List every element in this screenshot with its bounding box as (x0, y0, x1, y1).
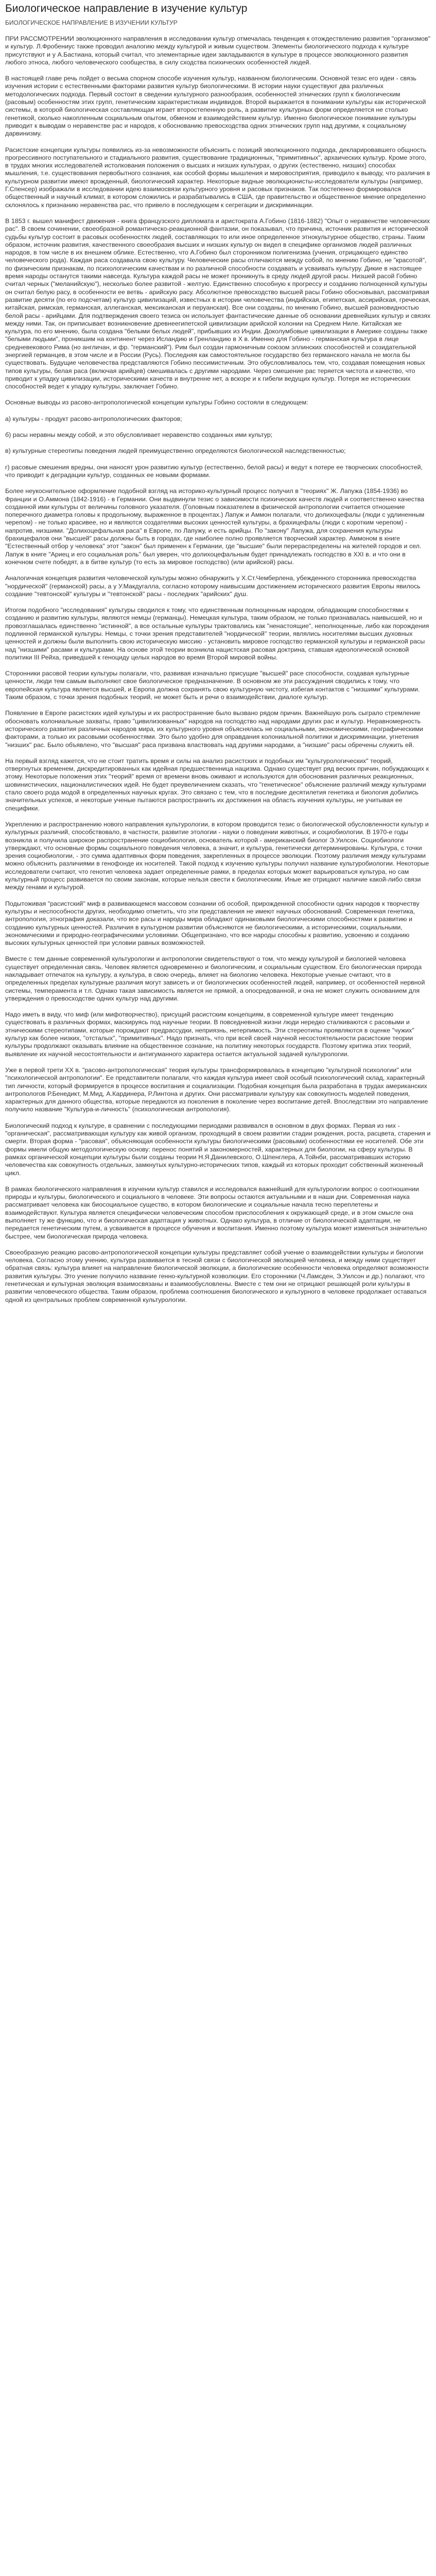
article-paragraph: Итогом подобного "исследования" культуры сводился к тому, что единственным полноценным народом, обладающим способностями к созданию и развитию культуры, являются немцы (германцы). Немецкая культура, таким образом, не только признавалась наивысшей, но и провозглашалась единственно "истинной", а все остальные культуры трактовались как "ненастоящие", неполноценные, либо как порождения подлинной германской культуры. Немцы, с точки зрения представителей "нордической" теории, являлись носителями высших духовных ценностей и должны были выполнить свою историческую миссию - установить мировое господство германской культуры и германской расы над "низшими" расами и культурами. На основе этой теории возникла нацистская расовая доктрина, ставшая идеологической основой политики III Рейха, приведшей к геноциду целых народов во время Второй мировой войны. (5, 606, 429, 661)
article-subtitle: БИОЛОГИЧЕСКОЕ НАПРАВЛЕНИЕ В ИЗУЧЕНИИ КУЛЬТУР (5, 19, 178, 26)
article-paragraph: В рамках биологического направления в изучении культур ставился и исследовался важнейший для культурологии вопрос о соотношении природы и культуры, биологического и социального в человеке. Эти вопросы остаются актуальными и в наши дни. Современная наука рассматривает человека как биосоциальное существо, в котором биологические и социальные начала тесно переплетены и взаимодействуют. Культура является специфически человеческим способом приспособления к окружающей среде, и в этом смысле она выполняет ту же функцию, что и биологическая адаптация у животных. Однако культура, в отличие от биологической адаптации, не передается генетическим путем, а усваивается в процессе обучения и воспитания. Именно поэтому культура может изменяться значительно быстрее, чем биологическая природа человека. (5, 1185, 427, 1240)
article-paragraph: Расистские концепции культуры появились из-за невозможности объяснить с позиций эволюционного подхода, декларировавшего общность прогрессивного поступательного и стадиального развития, существование традиционных, "примитивных", архаических культур. Кроме этого, в трудах многих исследователей истолкования положения о высших и низших культурах, о других (естественно, низших) способах мышления, т.е. существования первобытного сознания, как особой формы мышления и мировосприятия, приводило к выводу, что различия в культурном развитии имеют врожденный, биологический характер. Некоторые видные эволюционисты-исследователи культуры (например, Г.Спенсер) изображали в исследовании идею взаимосвязи культурного уровня и расовых признаков. Так постепенно формировался общественный и научный климат, в котором сложились и разрабатывались в США, где правительство и общественное мнение определенно склонялось к признанию неравенства рас, что привело в последующем к сегрегации и дискриминации. (5, 146, 430, 209)
article-paragraph: Биологический подход к культуре, в сравнении с последующими периодами развивался в основном в двух формах. Первая из них - "органическая", рассматривающая культуру как живой организм, проходящий в своем развитии стадии рождения, роста, расцвета, старения и смерти. Вторая форма - "расовая", объясняющая особенности культуры биологическими (расовыми) особенностями ее носителей. Обе эти формы имели общую методологическую основу: перенос понятий и закономерностей, характерных для биологии, на сферу культуры. В рамках органической концепции культуры были созданы теории Н.Я.Данилевского, О.Шпенглера, А.Тойнби, рассматривавших историю человечества как совокупность отдельных, замкнутых культурно-исторических типов, каждый из которых проходит собственный жизненный цикл. (5, 1122, 431, 1177)
article-paragraph: В настоящей главе речь пойдет о весьма спорном способе изучения культур, названном биологическим. Основной тезис его идеи - связь изучения истории с естественными факторами развития культур биологическими. В истории науки существуют два различных методологических подхода. Первый состоит в сведении культурного разнообразия, особенностей этнических групп к биологическим (расовым) особенностям этих групп, генетическим характеристикам индивидов. Второй выражается в понимании культуры как исторической системы, в которой биологическая составляющая играет второстепенную роль, а развитие культурных форм определяется не столько генетикой, сколько накопленным социальным опытом, обменом и взаимодействием культур. Именно биологическое понимание культуры приводит к выводам о неравенстве рас и народов, к обоснованию превосходства одних этнических групп над другими, к социальному дарвинизму. (5, 75, 426, 138)
article-paragraph: Появление в Европе расистских идей культуры и их распространение было вызвано рядом причин. Важнейшую роль сыграло стремление обосновать колониальные захваты, право "цивилизованных" народов на господство над народами других рас и культур. Неравномерность исторического развития различных народов мира, их культурного уровня объяснялась не социальными, экономическими, географическими факторами, а только их расовыми особенностями. Это было удобно для оправдания колониальной политики и дискриминации, угнетения "низших" рас. Было объявлено, что "высшая" раса призвана властвовать над другими народами, а "низшие" расы обречены служить ей. (5, 709, 423, 749)
article-paragraph: На первый взгляд кажется, что не стоит тратить время и силы на анализ расистских и подобных им "культурологических" теорий, отвергнутых временем, дискредитированных как идейная предшественница нацизма. Однако существует ряд веских причин, побуждающих к этому. Некоторые положения этих "теорий" время от времени вновь оживают и используются для обоснования различных реакционных, шовинистических, националистических идей. Не будет преувеличением сказать, что "генетическое" объяснение различий между культурами стало своего рода модой в определенных научных кругах. Это связано с тем, что в последние десятилетия генетика и биология добились значительных успехов, и некоторые ученые пытаются распространить их достижения на область изучения культуры, не учитывая ее специфики. (5, 757, 429, 812)
article-paragraph: а) культуры - продукт расово-антропологических факторов; (5, 415, 182, 422)
article-paragraph: г) расовые смешения вредны, они наносят урон развитию культур (естественно, белой расы) и ведут к потере ее творческих способностей, что приводит к деградации культур, созданных ее новыми формами. (5, 463, 423, 479)
article-paragraph: в) культурные стереотипы поведения людей преимущественно определяются биологической наследственностью; (5, 447, 346, 455)
article-body (5, 35, 431, 1304)
article-paragraph: В 1853 г. вышел манифест движения - книга французского дипломата и аристократа А.Гобино (1816-1882) "Опыт о неравенстве человеческих рас". В своем сочинении, своеобразной романтическо-реакционной фантазии, он показывал, что причина, источник развития и исторической судьбы культур состоит в расовых особенностях людей, составляющих то или иное определенное этнокультурное общество, страны. Таким образом, источник развития, качественного своеобразия высших и низших культур он видел в специфике организмов людей различных народов, в том числе в их внешнем облике. Естественно, что А.Гобино был сторонником полигенизма (учения, отрицающего единство человеческого рода). Каждая раса создавала свою культуру. Человеческие расы отличаются между собой, по мнению Гобино, не "красотой", по физическим признакам, по психологическим качествам и по различной способности создавать и усваивать культуру. Дикие в настоящее время народы останутся такими навсегда. Культура каждой расы не может проникнуть в среду людей другой расы. Низшей расой Гобино считал черных ("меланийскую"), несколько более развитой - желтую. Единственно способную к прогрессу и созданию полноценной культуры он считал белую расу, в особенности ее ветвь - арийскую расу. Абсолютное превосходство высшей расы Гобино обосновывал, рассматривая развитие десяти (по его подсчетам) культур цивилизаций, известных в истории человечества (индийская, египетская, ассирийская, греческая, китайская, римская, германская, аллеганская, мексиканская и перуанская). Все они созданы, по мнению Гобино, высшей разновидностью белой расы - арийцами. Для подтверждения своего тезиса он использует фантастические данные об основании древнейших культур и связях между ними. Так, он приписывает возникновение древнеегипетской цивилизации арийской колонии на Среднем Ниле. Китайская же культура, по его мнению, была создана "белыми белых людей", прибывших из Индии. Доколумбовые цивилизации в Америке созданы также "белыми людьми", проникшим на континент через Исландию и Гренландию в X в. Именно для Гобино - германская культура в лице средневекового Рима (но англичан, и фр. "германский"). Рим был создан гармоничным союзом эллинских способностей и созидательной энергией германцев, в этом числе и в России (Русь). Последняя как самостоятельное государство без германского начала не могла бы существовать. Будущие человечества представляются Гобино пессимистичным. Это обусловливалось тем, что, создавая помещения новых типов культуры, белая раса (включая арийцев) смешивалась с другими народами. Через смешение рас теряется чистота и качество, что приводит к упадку цивилизации, историческими качеств и внутренне нет, а вскоре и к гибели ведущих культур. Потеря же исторических способностей ведет к упадку культуры, заключает Гобино. (5, 217, 431, 391)
article-paragraph: Надо иметь в виду, что миф (или мифотворчество), присущий расистским концепциям, в современной культуре имеет тенденцию существовать в различных формах, маскируясь под научные теории. В повседневной жизни люди нередко сталкиваются с расовыми и этническими стереотипами, которые порождают предрассудки, неприязнь, нетерпимость. Эти стереотипы проявляются в оценке "чужих" культур как более низких, "отсталых", "примитивных". Надо признать, что при всей своей научной несостоятельности расистские теории культуры продолжают оказывать влияние на общественное сознание, на политику некоторых государств. Поэтому критика этих теорий, выявление их научной несостоятельности и антигуманного характера остается актуальной задачей культурологии. (5, 1011, 414, 1058)
article-paragraph: б) расы неравны между собой, и это обусловливает неравенство созданных ими культур; (5, 431, 273, 439)
article-paragraph: Вместе с тем данные современной культурологии и антропологии свидетельствуют о том, что между культурой и биологией человека существует определенная связь. Человек является одновременно и биологическим, и социальным существом. Его биологическая природа накладывает отпечаток на культуру, а культура, в свою очередь, влияет на биологию человека. Некоторые ученые считают, что в определенных пределах культурные различия могут зависеть и от биологических особенностей людей, например, от особенностей нервной системы, темперамента и т.п. Однако такая зависимость является не прямой, а опосредованной, и она не может служить основанием для утверждения о превосходстве одних культур над другими. (5, 955, 425, 1002)
article-paragraph: Более неукоснительное оформление подобной взгляд на историко-культурный процесс получил в "теориях" Ж. Лапужа (1854-1936) во Франции и О.Аммона (1842-1916) - в Германии. Они выдвинули тезис о зависимости психических качеств людей и соответственно качества созданной ими культуры от величины головного указателя. (Головным показателем в физической антропологии считается отношение поперечного диаметра головы к продольному, выраженное в процентах.) Лапуж и Аммон полагали, что долихоцефалы (люди с удлиненным черепом) - не только красивее, но и являются создателями высоких ценностей культуры, а брахицефалы (люди с коротким черепом) - напротив, низшими. "Долихоцефальная раса" в Европе, по Лапужу, и есть арийцы. По "закону" Лапужа, для сохранения культуры брахицефалов они "высшей" расы должны быть в городах, где наиболее полно проявляется творческий характер. Аммоном в книге "Естественный отбор у человека" этот "закон" был применен к Германии, где "высшие" были перераспределены на жителей городов и сел. Лапуж в книге "Ариец и его социальная роль" был уверен, что долихоцефальным будет принадлежать господство в XXI в. и что они в конечном счете победят, а в битве культур (то есть за мировое господство) (или арийской) расы. (5, 487, 425, 566)
article-paragraph: ПРИ РАССМОТРЕНИИ эволюционного направления в исследовании культур отмечалась тенденция к отождествлению развития "организмов" и культур. Л.Фробениус также проводил аналогию между культурой и живым существом. Элементы биологического подхода к культуре присутствуют и у А.Бастиана, который считал, что элементарные идеи закладываются в культуре в процессе эволюционного развития любого этноса, любого человеческого сообщества, в силу сходства психических особенностей людей. (5, 35, 431, 66)
article-paragraph: Аналогичная концепция развития человеческой культуры можно обнаружить у Х.Ст.Чемберлена, убежденного сторонника превосходства "нордической" (германской) расы, а у У.Макдугалла, согласно которому наивысшим достижением исторического развития Европы явилось создание "тевтонской" культуры и "тевтонской" расы - последних "арийских" душ. (5, 574, 421, 598)
article-paragraph: Укреплению и распространению нового направления культурологии, в котором проводится тезис о биологической обусловленности культур и культурных различий, способствовало, в частности, развитие этологии - науки о поведении животных, и социобиологии. В 1970-е годы возникла и получила широкое распространение социобиология, основатель которой - американский биолог Э.Уилсон. Социобиологи утверждают, что основные формы социального поведения человека, а значит, и культура, генетически детерминированы. Культура, с точки зрения социобиологии, - это сумма адаптивных форм поведения, закрепленных в процессе эволюции. Поэтому различия между культурами можно объяснить различиями в генофонде их носителей. Такой подход к изучению культуры получил название культуробиологии. Некоторые исследователи считают, что генотип человека задает определенные рамки, в пределах которых может варьироваться культура, но сам культурный процесс развивается по своим законам, которые нельзя свести к биологическим. Иные же отрицают наличие какой-либо связи между генами и культурой. (5, 820, 429, 891)
article-title: Биологическое направление в изучение культур (5, 3, 248, 14)
article-paragraph: Подытоживая "расистский" миф в развивающемся массовом сознании об особой, прирожденной способности одних народов к творчеству культуры и неспособности других, необходимо отметить, что эти представления не имеют научных обоснований. Современная генетика, антропология, этнография доказали, что все расы и народы мира обладают одинаковыми биологическими способностями к развитию и созданию культурных ценностей. Различия в культурном развитии объясняются не биологическими, а историческими, социальными, экономическими и природно-географическими условиями. Общепризнано, что все народы способны к развитию, усвоению и созданию высоких культурных ценностей при условии равных возможностей. (5, 900, 420, 947)
article-paragraph: Сторонники расовой теории культуры полагали, что, развивая изначально присущие "высшей" расе способности, создавая культурные ценности, люди тем самым выполняют свое биологическое предназначение. В основном же эти рассуждения сводились к тому, что европейская культура является высшей, и Европа должна сохранять свою культурную чистоту, избегая контактов с "низшими" культурами. Таким образом, с точки зрения подобных теорий, не может быть и речи о взаимодействии, диалоге культур. (5, 670, 420, 701)
article-paragraph: Основные выводы из расово-антропологической концепции культуры Гобино состояли в следующем: (5, 399, 308, 406)
article-paragraph: Уже в первой трети ХХ в. "расово-антропологическая" теория культуры трансформировалась в концепцию "культурной психологии" или "психологической антропологии". Ее представители полагали, что каждая культура имеет свой особый психологический склад, характерный тип личности, который формируется в процессе воспитания и социализации. Подобная концепция была разработана в трудах американских антропологов Р.Бенедикт, М.Мид, А.Кардинера, Р.Линтона и других. Они рассматривали культуру как совокупность моделей поведения, характерных для данного общества, которые передаются из поколения в поколение через воспитание детей. Впоследствии это направление получило название "Культура-и-личность" (психологическая антропология). (5, 1066, 428, 1113)
article-paragraph: Своеобразную реакцию расово-антропологической концепции культуры представляет собой учение о взаимодействии культуры и биологии человека. Согласно этому учению, культура развивается в тесной связи с биологической эволюцией человека, и между ними существует обратная связь: культура влияет на направление биологической эволюции, а биологические особенности человека определяют возможности развития культуры. Это учение получило название генно-культурной коэволюции. Его сторонники (Ч.Ламсден, Э.Уилсон и др.) полагают, что генетическая и культурная эволюция взаимосвязаны и взаимообусловлены. Вместе с тем они не отрицают решающей роли культуры в развитии человеческого общества. Таким образом, проблема соотношения биологического и культурного в человеке продолжает оставаться одной из центральных проблем современной культурологии. (5, 1248, 429, 1303)
